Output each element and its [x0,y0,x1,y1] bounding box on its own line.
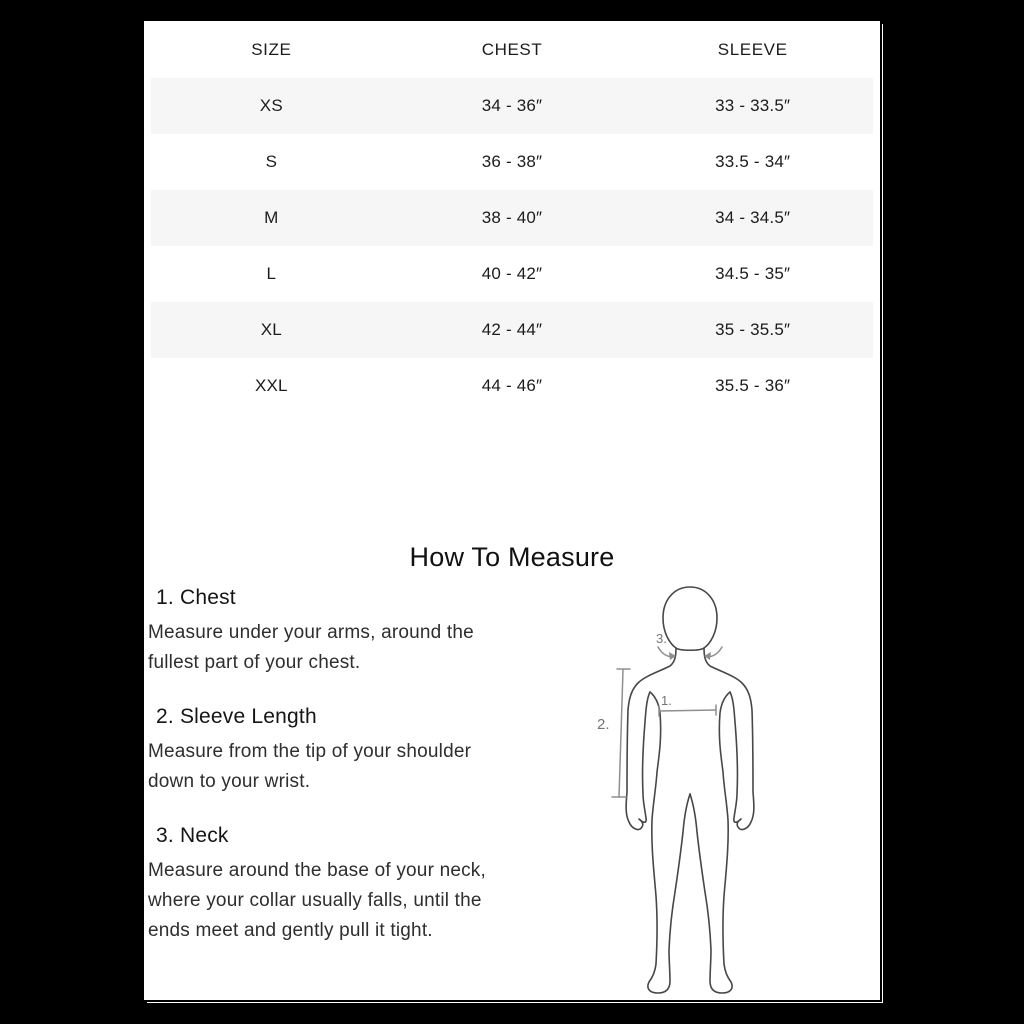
cell-size: L [266,264,277,283]
cell-chest: 42 - 44″ [481,320,543,339]
how-to-measure-title: How To Measure [409,542,615,572]
step-neck-heading [148,824,500,848]
size-chart-header-row [151,21,873,78]
cell-sleeve: 34 - 34.5″ [715,208,791,227]
table-row-l [151,246,873,302]
cell-size: S [265,152,278,171]
column-header-size: SIZE [251,39,292,59]
figure-right-torso-leg [690,692,732,993]
table-row-xs [151,78,873,134]
chest-measure-line [659,710,716,711]
cell-sleeve: 35 - 35.5″ [715,320,791,339]
step-chest-heading [148,586,500,610]
step-sleeve-description: Measure from the tip of your shoulder down to your wrist. [148,741,472,792]
cell-chest: 44 - 46″ [481,376,543,395]
step-sleeve-title: Sleeve Length [179,705,317,728]
table-row-xxl [151,358,873,414]
figure-label-sleeve: 2. [597,716,610,733]
step-neck-title: Neck [179,824,229,847]
column-header-chest: CHEST [481,39,543,59]
cell-chest: 38 - 40″ [481,208,543,227]
size-guide-panel [144,21,880,1000]
figure-label-neck: 3. [656,631,667,646]
cell-size: M [264,208,279,227]
table-row-m [151,190,873,246]
figure-head [663,587,717,650]
step-chest [148,586,500,678]
figure-label-chest: 1. [661,693,672,708]
step-neck-number: 3. [156,824,174,847]
cell-chest: 34 - 36″ [481,96,543,115]
figure-left-torso-leg [648,692,690,993]
column-header-sleeve: SLEEVE [717,39,788,59]
cell-sleeve: 35.5 - 36″ [715,376,791,395]
cell-size: XL [260,320,282,339]
cell-chest: 36 - 38″ [481,152,543,171]
step-sleeve [148,705,500,797]
size-chart-table [151,21,873,414]
cell-sleeve: 34.5 - 35″ [715,264,791,283]
figure-left-arm [626,648,676,829]
table-row-xl [151,302,873,358]
cell-chest: 40 - 42″ [481,264,543,283]
figure-right-arm [704,648,754,829]
step-chest-title: Chest [179,586,236,609]
cell-size: XXL [254,376,288,395]
step-chest-description: Measure under your arms, around the fullest part of your chest. [148,622,474,673]
body-measurement-figure [585,580,875,1000]
step-neck-description: Measure around the base of your neck, where your collar usually falls, until the ends meet and gently pull it tight. [148,860,486,941]
step-neck [148,824,500,946]
step-sleeve-number: 2. [156,705,174,728]
sleeve-measure-line [619,670,623,797]
step-chest-number: 1. [156,586,174,609]
cell-sleeve: 33 - 33.5″ [715,96,791,115]
step-sleeve-heading [148,705,500,729]
measure-steps [148,586,500,973]
table-row-s [151,134,873,190]
cell-size: XS [259,96,283,115]
cell-sleeve: 33.5 - 34″ [715,152,791,171]
